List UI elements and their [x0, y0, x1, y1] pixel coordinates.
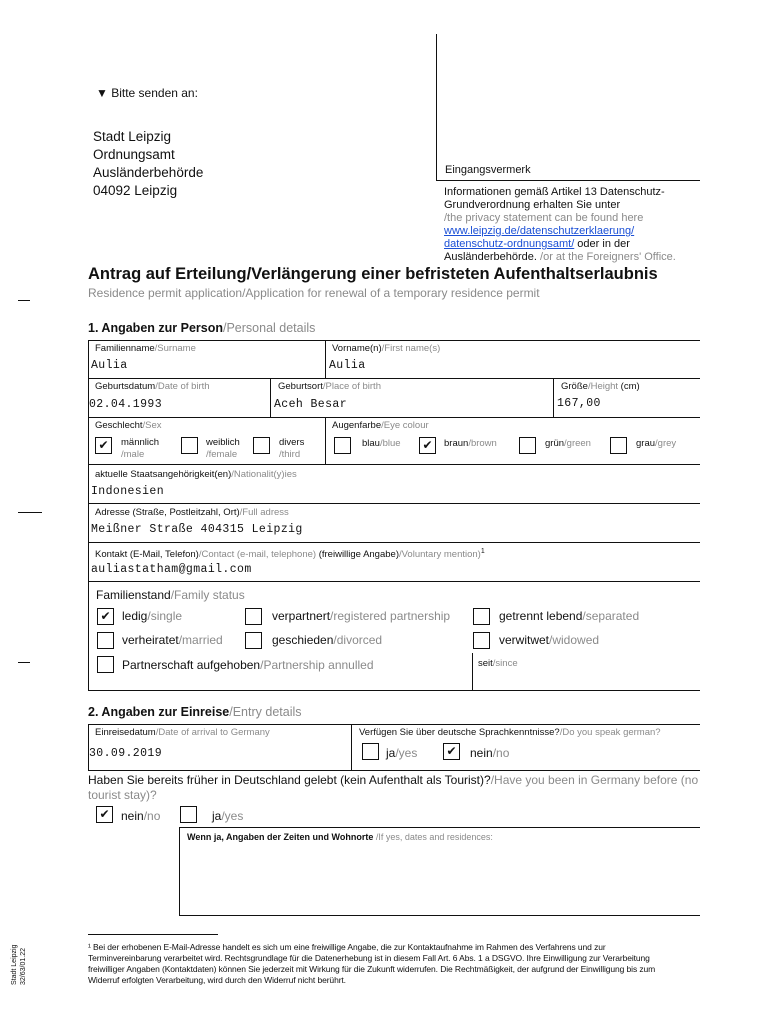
nationality-label: aktuelle Staatsangehörigkeit(en)/Nationalit(y)ies	[95, 469, 297, 480]
receipt-box-border	[436, 180, 700, 181]
eye-blue-label: blau/blue	[362, 438, 401, 449]
grid-line	[179, 827, 180, 915]
section-heading	[88, 705, 302, 719]
german-yes-label: ja/yes	[386, 746, 418, 760]
residences-field[interactable]	[183, 846, 695, 912]
footnote-line: ¹ Bei der erhobenen E-Mail-Adresse handelt es sich um eine freiwillige Angabe, die zur Kontaktaufnahme im Rahmen des Verfahrens und zur	[88, 942, 606, 952]
sex-female-checkbox[interactable]	[181, 437, 198, 454]
residences-label: Wenn ja, Angaben der Zeiten und Wohnorte /If yes, dates and residences:	[187, 832, 493, 842]
privacy-notice	[444, 186, 704, 264]
grid-line	[88, 340, 89, 690]
height-field[interactable]: 167,00	[557, 397, 601, 410]
family-married-label: verheiratet/married	[122, 633, 223, 647]
grid-line	[325, 417, 326, 464]
eye-grey-label: grau/grey	[636, 438, 677, 449]
grid-line	[351, 724, 352, 770]
pob-label: Geburtsort/Place of birth	[278, 381, 381, 392]
firstname-label: Vorname(n)/First name(s)	[332, 343, 441, 354]
since-field[interactable]	[478, 672, 693, 688]
sex-male-label: männlich /male	[121, 437, 160, 460]
nationality-field[interactable]: Indonesien	[91, 485, 165, 498]
eye-green-label: grün/green	[545, 438, 591, 449]
lived-yes-label: ja/yes	[212, 809, 244, 823]
privacy-text: Ausländerbehörde.	[444, 251, 537, 263]
family-partnered-label: verpartnert/registered partnership	[272, 609, 451, 623]
send-to-label: ▼ Bitte senden an:	[96, 86, 198, 100]
grid-line	[88, 464, 700, 465]
dob-field[interactable]: 02.04.1993	[89, 398, 163, 411]
firstname-field[interactable]: Aulia	[329, 359, 366, 372]
grid-line	[325, 340, 326, 378]
grid-line	[270, 378, 271, 417]
grid-line	[88, 417, 700, 418]
since-label: seit/since	[478, 658, 518, 669]
family-single-checkbox[interactable]: ✔	[97, 608, 114, 625]
address-line: Stadt Leipzig	[93, 129, 172, 144]
sex-third-label: divers /third	[279, 437, 305, 460]
receipt-label: Eingangsvermerk	[445, 164, 531, 176]
dob-label: Geburtsdatum/Date of birth	[95, 381, 210, 392]
privacy-text: Informationen gemäß Artikel 13 Datenschutz-	[444, 186, 665, 198]
page-title: Antrag auf Erteilung/Verlängerung einer befristeten Aufenthaltserlaubnis	[88, 265, 658, 283]
grid-line	[472, 653, 473, 690]
footnote-line: Terminvereinbarung verarbeitet wird. Rechtsgrundlage für die Datenerhebung ist in diesem Fall Art. 6 Abs. 1 a DSGVO. Ihre Einwilligung zur Verarbeitung	[88, 953, 650, 963]
grid-line	[88, 503, 700, 504]
family-divorced-checkbox[interactable]	[245, 632, 262, 649]
address-line: Ausländerbehörde	[93, 165, 204, 180]
sex-male-checkbox[interactable]: ✔	[95, 437, 112, 454]
entry-date-label: Einreisedatum/Date of arrival to Germany	[95, 727, 270, 738]
grid-line	[88, 724, 700, 725]
pob-field[interactable]: Aceh Besar	[274, 398, 348, 411]
family-annulled-label: Partnerschaft aufgehoben/Partnership annulled	[122, 658, 374, 672]
german-skills-label: Verfügen Sie über deutsche Sprachkenntnisse?/Do you speak german?	[359, 727, 661, 738]
grid-line	[88, 770, 700, 771]
grid-line	[88, 690, 700, 691]
privacy-link[interactable]: www.leipzig.de/datenschutzerklaerung/	[444, 225, 635, 237]
grid-line	[88, 542, 700, 543]
grid-line	[179, 915, 700, 916]
fold-mark	[18, 662, 30, 663]
fold-mark	[18, 512, 42, 513]
german-no-checkbox[interactable]: ✔	[443, 743, 460, 760]
entry-date-field[interactable]: 30.09.2019	[89, 747, 163, 760]
section-heading-text: 1. Angaben zur Person	[88, 321, 223, 335]
family-status-label: Familienstand/Family status	[96, 588, 245, 602]
section-heading-text: 2. Angaben zur Einreise	[88, 705, 230, 719]
german-yes-checkbox[interactable]	[362, 743, 379, 760]
section-heading-en: /Entry details	[229, 705, 302, 719]
privacy-link[interactable]: datenschutz-ordnungsamt/	[444, 238, 575, 250]
form-code: Stadt Leipzig 32/63/01.22	[11, 944, 27, 985]
sex-label: Geschlecht/Sex	[95, 420, 162, 431]
footnote-separator	[88, 934, 218, 935]
contact-field[interactable]: auliastatham@gmail.com	[91, 563, 252, 576]
height-label: Größe/Height (cm)	[561, 381, 640, 392]
privacy-text: oder in der	[574, 238, 630, 250]
eye-label: Augenfarbe/Eye colour	[332, 420, 429, 431]
german-no-label: nein/no	[470, 746, 510, 760]
surname-label: Familienname/Surname	[95, 343, 196, 354]
eye-brown-label: braun/brown	[444, 438, 497, 449]
eye-green-checkbox[interactable]	[519, 437, 536, 454]
footnote-line: Widerruf erfolgten Verarbeitung, wird durch den Widerruf nicht berührt.	[88, 975, 346, 985]
eye-grey-checkbox[interactable]	[610, 437, 627, 454]
address-label: Adresse (Straße, Postleitzahl, Ort)/Full adress	[95, 507, 289, 518]
page-subtitle: Residence permit application/Application for renewal of a temporary residence permit	[88, 286, 540, 300]
receipt-box-border	[436, 34, 437, 180]
family-annulled-checkbox[interactable]	[97, 656, 114, 673]
grid-line	[179, 827, 700, 828]
address-line: Ordnungsamt	[93, 147, 175, 162]
footnote-line: freiwilliger Angaben (Kontaktdaten) können Sie jederzeit mit Wirkung für die Zukunft widerrufen. Die Rechtmäßigkeit, der aufgrund der Einwilligung bis zum	[88, 964, 656, 974]
family-widowed-label: verwitwet/widowed	[499, 633, 600, 647]
family-separated-checkbox[interactable]	[473, 608, 490, 625]
section-heading	[88, 321, 315, 335]
grid-line	[88, 581, 700, 582]
grid-line	[553, 378, 554, 417]
section-heading-en: /Personal details	[222, 321, 316, 335]
fold-mark	[18, 300, 30, 301]
lived-no-label: nein/no	[121, 809, 161, 823]
family-married-checkbox[interactable]	[97, 632, 114, 649]
privacy-text: Grundverordnung erhalten Sie unter	[444, 199, 621, 211]
family-partnered-checkbox[interactable]	[245, 608, 262, 625]
contact-label: Kontakt (E-Mail, Telefon)/Contact (e-mail, telephone) (freiwillige Angabe)/Voluntary mention)$^1$	[95, 548, 485, 561]
address-line: 04092 Leipzig	[93, 183, 178, 198]
sex-third-checkbox[interactable]	[253, 437, 270, 454]
family-separated-label: getrennt lebend/separated	[499, 609, 640, 623]
privacy-text-en: /or at the Foreigners' Office.	[536, 251, 676, 263]
grid-line	[88, 378, 700, 379]
surname-field[interactable]: Aulia	[91, 359, 128, 372]
grid-line	[88, 340, 700, 341]
family-divorced-label: geschieden/divorced	[272, 633, 383, 647]
sex-female-label: weiblich /female	[206, 437, 240, 460]
family-widowed-checkbox[interactable]	[473, 632, 490, 649]
privacy-text-en: /the privacy statement can be found here	[444, 212, 644, 224]
family-single-label: ledig/single	[122, 609, 183, 623]
eye-blue-checkbox[interactable]	[334, 437, 351, 454]
footnote	[88, 942, 655, 986]
address-field[interactable]: Meißner Straße 404315 Leipzig	[91, 523, 303, 536]
recipient-address	[93, 128, 203, 200]
eye-brown-checkbox[interactable]: ✔	[419, 437, 436, 454]
lived-before-question: Haben Sie bereits früher in Deutschland gelebt (kein Aufenthalt als Tourist)?/Have you been in Germany before (no tourist stay)?	[88, 773, 699, 802]
lived-yes-checkbox[interactable]	[180, 806, 197, 823]
lived-no-checkbox[interactable]: ✔	[96, 806, 113, 823]
